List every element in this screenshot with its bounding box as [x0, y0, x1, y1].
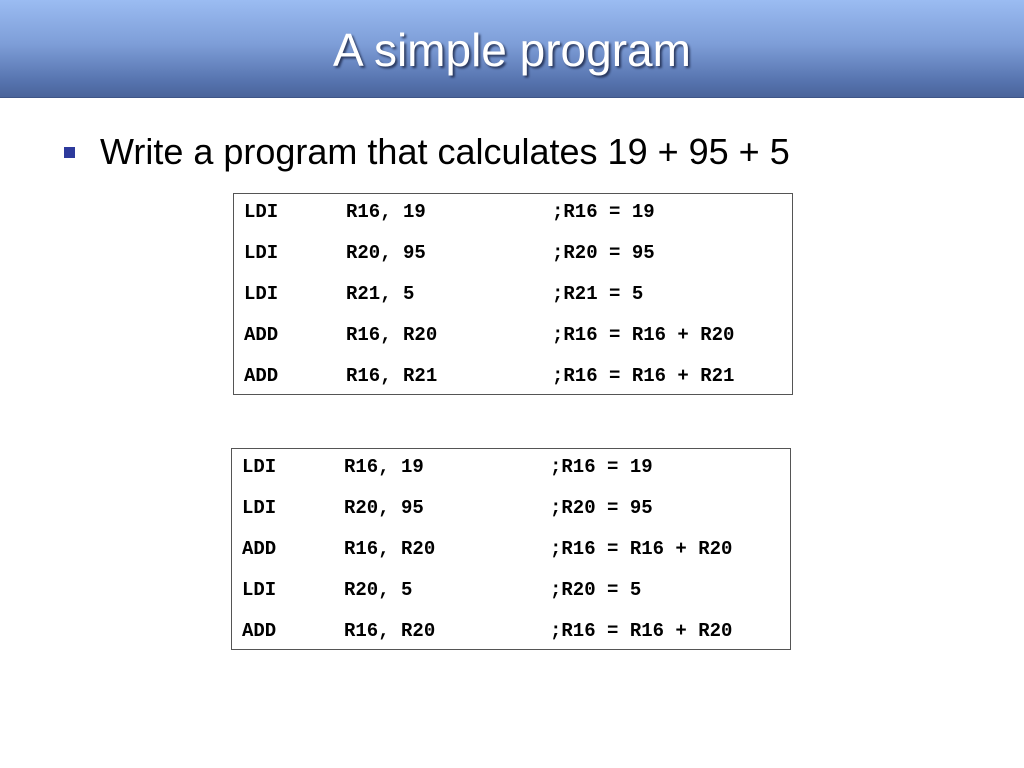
code-opcode: ADD: [244, 365, 279, 387]
code-comment: ;R16 = R16 + R21: [552, 365, 735, 387]
code-opcode: LDI: [242, 456, 277, 478]
code-comment: ;R16 = R16 + R20: [550, 620, 733, 642]
code-opcode: LDI: [244, 201, 279, 223]
code-operands: R20, 95: [346, 242, 426, 264]
code-line: [234, 282, 644, 306]
square-bullet-icon: [64, 147, 75, 158]
code-operands: R20, 5: [344, 579, 413, 601]
code-operands: R16, R20: [346, 324, 438, 346]
code-comment: ;R20 = 5: [550, 579, 642, 601]
code-block-2: [231, 448, 791, 650]
bullet-item: [64, 130, 790, 174]
code-opcode: ADD: [242, 620, 277, 642]
title-bar: [0, 0, 1024, 98]
code-opcode: LDI: [242, 579, 277, 601]
bullet-text: Write a program that calculates 19 + 95 + 5: [100, 131, 790, 172]
code-comment: ;R16 = R16 + R20: [552, 324, 735, 346]
code-operands: R16, R20: [344, 620, 436, 642]
code-operands: R16, 19: [344, 456, 424, 478]
code-line: [232, 619, 733, 643]
code-opcode: ADD: [242, 538, 277, 560]
code-operands: R21, 5: [346, 283, 415, 305]
code-line: [234, 364, 735, 388]
code-operands: R16, R20: [344, 538, 436, 560]
code-comment: ;R21 = 5: [552, 283, 644, 305]
code-opcode: ADD: [244, 324, 279, 346]
code-line: [234, 323, 735, 347]
code-comment: ;R16 = 19: [550, 456, 653, 478]
code-opcode: LDI: [244, 242, 279, 264]
code-line: [232, 496, 653, 520]
code-line: [234, 241, 655, 265]
code-line: [234, 200, 655, 224]
code-opcode: LDI: [244, 283, 279, 305]
code-line: [232, 537, 733, 561]
code-comment: ;R16 = R16 + R20: [550, 538, 733, 560]
code-comment: ;R20 = 95: [550, 497, 653, 519]
code-line: [232, 455, 653, 479]
code-operands: R16, 19: [346, 201, 426, 223]
code-line: [232, 578, 642, 602]
code-operands: R20, 95: [344, 497, 424, 519]
code-comment: ;R16 = 19: [552, 201, 655, 223]
code-block-1: [233, 193, 793, 395]
code-comment: ;R20 = 95: [552, 242, 655, 264]
code-opcode: LDI: [242, 497, 277, 519]
slide-title: A simple program: [333, 24, 691, 76]
code-operands: R16, R21: [346, 365, 438, 387]
